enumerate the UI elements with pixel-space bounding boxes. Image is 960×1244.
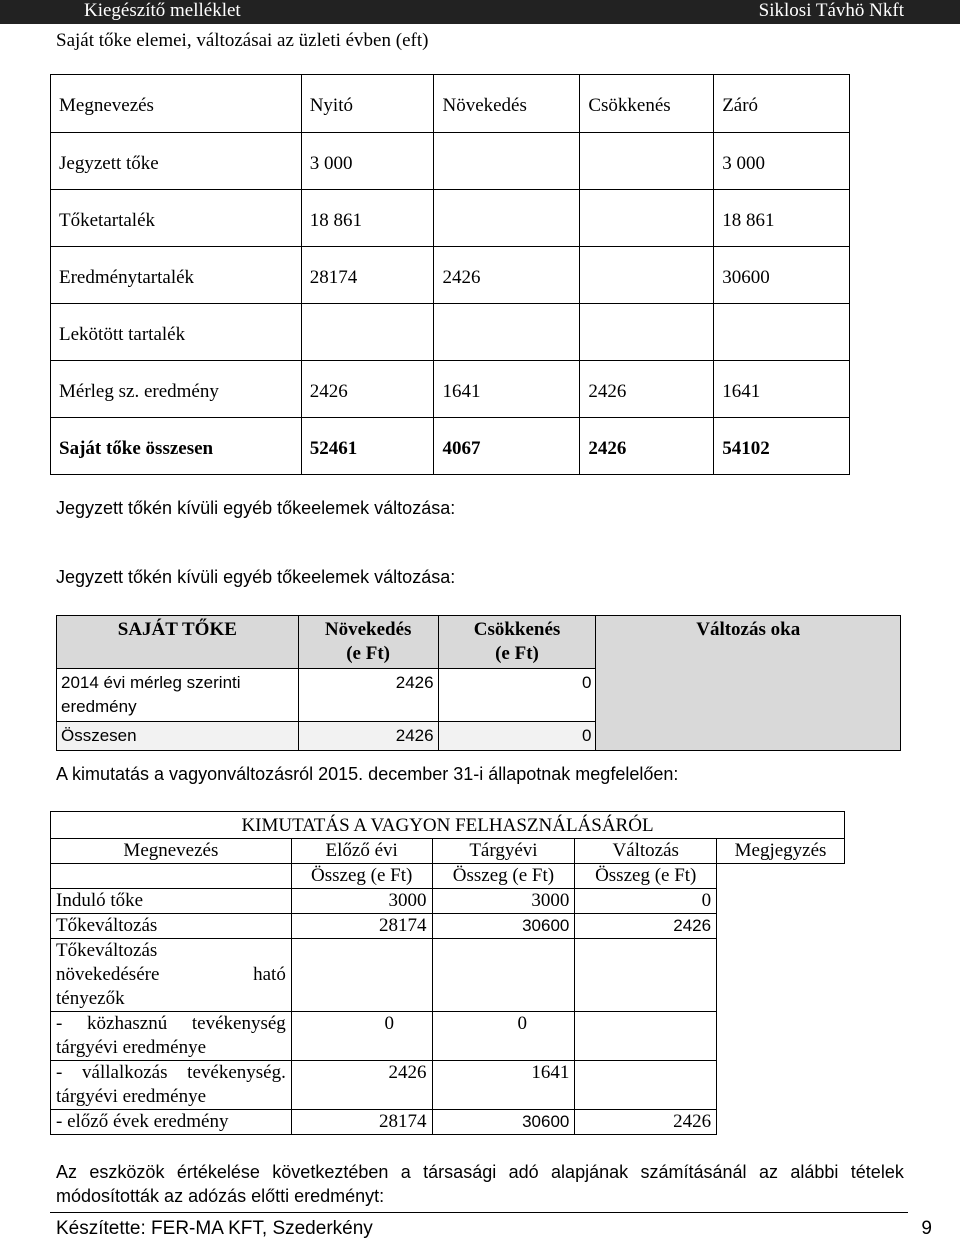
paragraph-word: Az bbox=[56, 1162, 78, 1182]
row-current: 1641 bbox=[432, 1061, 575, 1110]
paragraph-word: alapjának bbox=[551, 1162, 629, 1182]
paragraph-word: társasági bbox=[423, 1162, 497, 1182]
table-row bbox=[51, 1061, 845, 1110]
header-col-3: Változás bbox=[575, 839, 717, 864]
cell-col-2: 1641 bbox=[434, 361, 580, 418]
header-right-title: Siklosi Távhö Nkft bbox=[758, 0, 904, 21]
paragraph-word: eszközök bbox=[89, 1162, 165, 1182]
cell-col-1: 52461 bbox=[301, 418, 434, 475]
table-header-row bbox=[51, 75, 850, 133]
cell-col-1: 3 000 bbox=[301, 133, 434, 190]
cell-col-3: 2426 bbox=[580, 418, 714, 475]
cell-col-1: 2426 bbox=[301, 361, 434, 418]
footer-author: Készítette: FER-MA KFT, Szederkény bbox=[56, 1218, 373, 1239]
tax-paragraph bbox=[56, 1160, 904, 1208]
table-header-row bbox=[57, 616, 901, 669]
row-name: Tőkeváltozás bbox=[51, 914, 292, 939]
equity-change-table bbox=[56, 615, 901, 751]
table-row bbox=[51, 889, 845, 914]
paragraph-line-1 bbox=[56, 1160, 904, 1184]
header-col-4: Megjegyzés bbox=[717, 839, 845, 864]
cell-col-2: 4067 bbox=[434, 418, 580, 475]
header-decrease: Csökkenés (e Ft) bbox=[438, 616, 596, 669]
cell-col-1: 28174 bbox=[301, 247, 434, 304]
header-reason: Változás oka bbox=[596, 616, 901, 751]
table-header-row bbox=[51, 839, 845, 864]
row-prev: 0 bbox=[291, 1012, 432, 1061]
cell-col-0: Eredménytartalék bbox=[51, 247, 302, 304]
table-row bbox=[51, 418, 850, 475]
table-row bbox=[51, 939, 845, 1012]
cell-col-2 bbox=[434, 190, 580, 247]
cell-col-2: Növekedés bbox=[434, 75, 580, 133]
table-row bbox=[51, 1012, 845, 1061]
page-number: 9 bbox=[921, 1218, 932, 1239]
header-increase: Növekedés (e Ft) bbox=[298, 616, 438, 669]
table-row bbox=[51, 914, 845, 939]
row-name: - vállalkozás tevékenység. tárgyévi eredménye bbox=[51, 1061, 292, 1110]
row-prev: 28174 bbox=[291, 1110, 432, 1135]
paragraph-word: adó bbox=[508, 1162, 539, 1182]
row-change: 0 bbox=[575, 889, 717, 914]
cell-col-3 bbox=[580, 304, 714, 361]
equity-table bbox=[50, 74, 850, 475]
cell-col-3: 2426 bbox=[580, 361, 714, 418]
paragraph-word: értékelése bbox=[176, 1162, 260, 1182]
cell-col-3: Csökkenés bbox=[580, 75, 714, 133]
cell-col-0: Saját tőke összesen bbox=[51, 418, 302, 475]
header-left-title: Kiegészítő melléklet bbox=[84, 0, 241, 21]
cell-col-0: Mérleg sz. eredmény bbox=[51, 361, 302, 418]
note-other-equity-2: Jegyzett tőkén kívüli egyéb tőkeelemek változása: bbox=[56, 567, 456, 587]
table-row bbox=[51, 133, 850, 190]
table-row bbox=[51, 1110, 845, 1135]
subheader-col-3: Összeg (e Ft) bbox=[575, 864, 717, 889]
cell-col-0: Tőketartalék bbox=[51, 190, 302, 247]
note-asset-statement: A kimutatás a vagyonváltozásról 2015. december 31-i állapotnak megfelelően: bbox=[56, 764, 679, 784]
row-current: 30600 bbox=[432, 914, 575, 939]
cell-col-1 bbox=[301, 304, 434, 361]
row-prev: 28174 bbox=[291, 914, 432, 939]
row-name: Induló tőke bbox=[51, 889, 292, 914]
total-increase: 2426 bbox=[298, 722, 438, 751]
cell-col-3 bbox=[580, 247, 714, 304]
row-name: - előző évek eredmény bbox=[51, 1110, 292, 1135]
paragraph-word: az bbox=[758, 1162, 778, 1182]
cell-col-1: Nyitó bbox=[301, 75, 434, 133]
subheader-col-2: Összeg (e Ft) bbox=[432, 864, 575, 889]
cell-col-0: Megnevezés bbox=[51, 75, 302, 133]
cell-col-2 bbox=[434, 133, 580, 190]
table-title: KIMUTATÁS A VAGYON FELHASZNÁLÁSÁRÓL bbox=[51, 812, 845, 839]
section-title: Saját tőke elemei, változásai az üzleti évben (eft) bbox=[56, 30, 429, 51]
paragraph-line-2: módosították az adózás előtti eredményt: bbox=[56, 1186, 385, 1206]
header-col-1: Előző évi bbox=[291, 839, 432, 864]
cell-col-4: Záró bbox=[714, 75, 850, 133]
cell-col-4: 18 861 bbox=[714, 190, 850, 247]
table-row bbox=[51, 247, 850, 304]
cell-col-4 bbox=[714, 304, 850, 361]
cell-col-1: 18 861 bbox=[301, 190, 434, 247]
header-col-0: Megnevezés bbox=[51, 839, 292, 864]
cell-col-4: 30600 bbox=[714, 247, 850, 304]
cell-col-4: 3 000 bbox=[714, 133, 850, 190]
table-row bbox=[51, 304, 850, 361]
row-current: 30600 bbox=[432, 1110, 575, 1135]
subheader-col-1: Összeg (e Ft) bbox=[291, 864, 432, 889]
cell-col-2: 2426 bbox=[434, 247, 580, 304]
row-decrease: 0 bbox=[438, 669, 596, 722]
footer-divider bbox=[50, 1212, 908, 1213]
row-prev: 3000 bbox=[291, 889, 432, 914]
row-change: 2426 bbox=[575, 1110, 717, 1135]
table-row bbox=[51, 361, 850, 418]
table-subheader-row bbox=[51, 864, 845, 889]
cell-col-0: Lekötött tartalék bbox=[51, 304, 302, 361]
table-title-row bbox=[51, 812, 845, 839]
header-col-2: Tárgyévi bbox=[432, 839, 575, 864]
paragraph-word: számításánál bbox=[640, 1162, 747, 1182]
paragraph-word: a bbox=[400, 1162, 411, 1182]
table-row bbox=[51, 190, 850, 247]
page-footer bbox=[56, 1218, 932, 1240]
cell-col-3 bbox=[580, 133, 714, 190]
paragraph-word: következtében bbox=[272, 1162, 389, 1182]
row-name: 2014 évi mérleg szerinti eredmény bbox=[57, 669, 299, 722]
cell-col-0: Jegyzett tőke bbox=[51, 133, 302, 190]
header-name: SAJÁT TŐKE bbox=[57, 616, 299, 669]
asset-usage-table bbox=[50, 811, 845, 1135]
page-header bbox=[0, 0, 960, 24]
row-prev: 2426 bbox=[291, 1061, 432, 1110]
row-name: - közhasznú tevékenység tárgyévi eredménye bbox=[51, 1012, 292, 1061]
cell-col-4: 1641 bbox=[714, 361, 850, 418]
row-name: Tőkeváltozás növekedésére ható tényezők bbox=[51, 939, 292, 1012]
total-name: Összesen bbox=[57, 722, 299, 751]
cell-col-3 bbox=[580, 190, 714, 247]
row-change: 2426 bbox=[575, 914, 717, 939]
row-current: 3000 bbox=[432, 889, 575, 914]
row-increase: 2426 bbox=[298, 669, 438, 722]
paragraph-word: alábbi bbox=[790, 1162, 839, 1182]
row-current: 0 bbox=[432, 1012, 575, 1061]
note-other-equity-1: Jegyzett tőkén kívüli egyéb tőkeelemek változása: bbox=[56, 498, 456, 518]
paragraph-word: tételek bbox=[850, 1162, 904, 1182]
cell-col-4: 54102 bbox=[714, 418, 850, 475]
total-decrease: 0 bbox=[438, 722, 596, 751]
cell-col-2 bbox=[434, 304, 580, 361]
